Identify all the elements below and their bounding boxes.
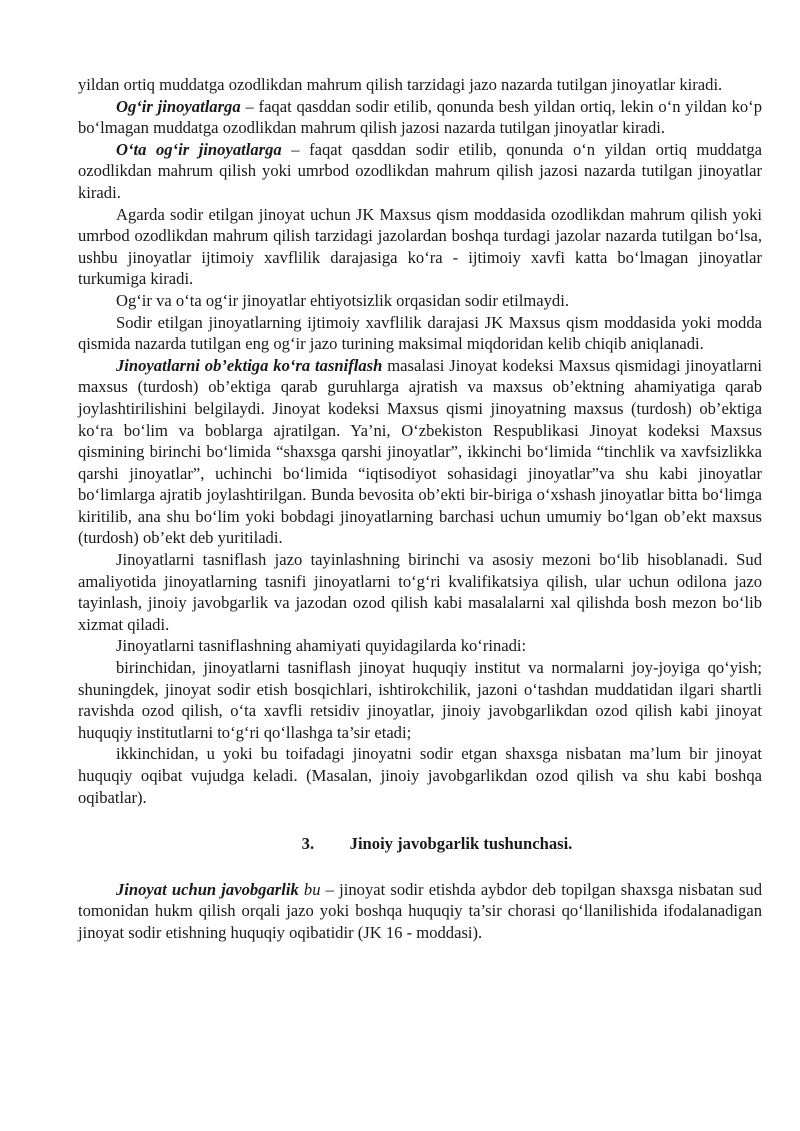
paragraph-9: [78, 635, 762, 657]
paragraph-4: [78, 204, 762, 290]
paragraph-3: [78, 139, 762, 204]
paragraph-text: Jinoyatlarni tasniflash jazo tayinlashning birinchi va asosiy mezoni bo‘lib hisoblanadi. Sud amaliyotida jinoyatlarning tasnifi jinoyatlarni to‘g‘ri kvalifikatsiya qilish, ular uchun odilona jazo tayinlash, jinoiy javobgarlik va jazodan ozod qilish kabi masalalarni xal qilishda bosh mezon bo‘lib xizmat qiladi.: [78, 550, 762, 634]
paragraph-text: birinchidan, jinoyatlarni tasniflash jinoyat huquqiy institut va normalarni joy-joyiga qo‘yish; shuningdek, jinoyat sodir etish bosqichlari, ishtirokchilik, jazoni o‘tashdan muddatidan ilgari shartli ravishda ozod qilish, o‘ta xavfli retsidiv jinoyatlar, jinoiy javobgarlikdan ozod qilish kabi jinoyat huquqiy institutlarni to‘g‘ri qo‘llashga ta’sir etadi;: [78, 658, 762, 742]
paragraph-text: Agarda sodir etilgan jinoyat uchun JK Maxsus qism moddasida ozodlikdan mahrum qilish yoki umrbod ozodlikdan mahrum qilish tarzidagi jazolardan boshqa turdagi jazolar nazarda tutilgan bo‘lsa, ushbu jinoyatlar ijtimoiy xavflilik darajasiga ko‘ra - ijtimoiy xavfi katta bo‘lmagan jinoyatlar turkumiga kiradi.: [78, 204, 762, 289]
paragraph-text: – faqat qasddan sodir etilib, qonunda besh yildan ortiq, lekin o‘n yildan ko‘p bo‘lmagan muddatga ozodlikdan mahrum qilish jazosi nazarda tutilgan jinoyatlar kiradi.: [78, 96, 762, 138]
defined-term: O‘ta og‘ir jinoyatlarga: [116, 139, 282, 159]
paragraph-8: [78, 549, 762, 635]
section-heading: [78, 833, 762, 855]
defined-term: Jinoyatlarni ob’ektiga ko‘ra tasniflash: [116, 355, 383, 375]
term-suffix: bu: [298, 879, 321, 899]
document-page: [78, 74, 762, 944]
paragraph-6: [78, 312, 762, 355]
paragraph-2: [78, 96, 762, 139]
paragraph-7: [78, 355, 762, 549]
paragraph-text: – jinoyat sodir etishda aybdor deb topilgan shaxsga nisbatan sud tomonidan hukm qilish orqali jazo yoki boshqa huquqiy ta’sir chorasi qo‘llanilishida ifodalanadigan jinoyat sodir etishning huquqiy oqibatidir (JK 16 - moddasi).: [78, 879, 763, 942]
defined-term: Jinoyat uchun javobgarlik: [116, 879, 299, 899]
section-number: 3.: [301, 834, 315, 854]
paragraph-5: [78, 290, 762, 312]
section-title: Jinoiy javobgarlik tushunchasi.: [349, 834, 573, 854]
paragraph-text: Jinoyatlarni tasniflashning ahamiyati quyidagilarda ko‘rinadi:: [116, 636, 527, 656]
paragraph-text: ikkinchidan, u yoki bu toifadagi jinoyatni sodir etgan shaxsga nisbatan ma’lum bir jinoyat huquqiy oqibat vujudga keladi. (Masalan, jinoiy javobgarlikdan ozod qilish va shu kabi boshqa oqibatlar).: [78, 744, 762, 807]
paragraph-definition: [78, 879, 762, 944]
paragraph-text: Og‘ir va o‘ta og‘ir jinoyatlar ehtiyotsizlik orqasidan sodir etilmaydi.: [116, 290, 569, 310]
paragraph-11: [78, 743, 762, 808]
paragraph-10: [78, 657, 762, 743]
defined-term: Og‘ir jinoyatlarga: [116, 96, 241, 116]
paragraph-text: – faqat qasddan sodir etilib, qonunda o‘n yildan ortiq muddatga ozodlikdan mahrum qilish yoki umrbod ozodlikdan mahrum qilish jazosi nazarda tutilgan jinoyatlar kiradi.: [78, 139, 762, 202]
paragraph-text: Sodir etilgan jinoyatlarning ijtimoiy xavflilik darajasi JK Maxsus qism moddasida yoki modda qismida nazarda tutilgan eng og‘ir jazo turining maksimal miqdoridan kelib chiqib aniqlanadi.: [78, 312, 762, 354]
paragraph-1: [78, 74, 762, 96]
paragraph-text: masalasi Jinoyat kodeksi Maxsus qismidagi jinoyatlarni maxsus (turdosh) ob’ektiga qarab guruhlarga ajratish va maxsus ob’ektning ahamiyatiga qarab joylashtirilishini belgilaydi. Jinoyat kodeksi Maxsus qismi jinoyatning maxsus (turdosh) ob’ektiga ko‘ra bo‘lim va boblarga ajratilgan. Ya’ni, O‘zbekiston Respublikasi Jinoyat kodeksi Maxsus qismining birinchi bo‘limida “shaxsga qarshi jinoyatlar”, ikkinchi bo‘limida “tinchlik va xavfsizlikka qarshi jinoyatlar”, uchinchi bo‘limida “iqtisodiyot sohasidagi jinoyatlar”va shu kabi jinoyatlar bo‘limlarga ajratib joylashtirilgan. Bunda bevosita ob’ekti bir-biriga o‘xshash jinoyatlar bitta bo‘limga kiritilib, ana shu bo‘lim yoki bobdagi jinoyatlarning barchasi uchun umumiy bo‘lgan ob’ekt maxsus (turdosh) ob’ekt deb yuritiladi.: [78, 355, 762, 548]
paragraph-text: yildan ortiq muddatga ozodlikdan mahrum qilish tarzidagi jazo nazarda tutilgan jinoyatlar kiradi.: [78, 75, 723, 94]
